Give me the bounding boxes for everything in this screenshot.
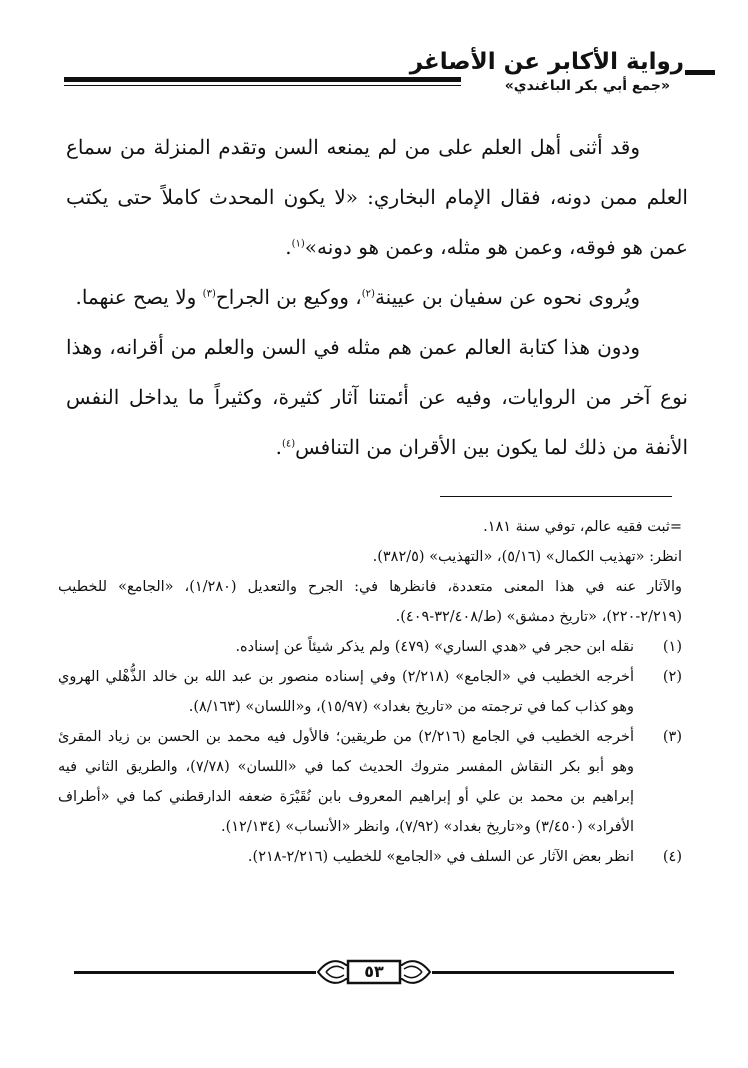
footnote-text: أخرجه الخطيب في الجامع (٢/٢١٦) من طريقين؛ فالأول فيه محمد بن الحسن بن زياد المقرئ وهو أبو بكر النقاش المفسر متروك الحديث كما في «اللسان» (٧/٧٨)، والطريق الثاني فيه إبراهيم بن محمد بن علي أو إبراهيم المعروف بابن نُقَيْرَة ضعفه الدارقطني كما في «أطراف الأفراد» (٣/٤٥٠) و«تاريخ بغداد» (٧/٩٢)، وانظر «الأنساب» (١٢/١٣٤).	[58, 729, 634, 835]
footnote-4	[58, 842, 682, 872]
running-header-title: رواية الأكابر عن الأصاغر	[409, 49, 684, 75]
main-text	[66, 122, 688, 472]
footnote-3	[58, 722, 682, 842]
paragraph-1: وقد أثنى أهل العلم على من لم يمنعه السن وتقدم المنزلة من سماع العلم ممن دونه، فقال الإمام البخاري: «لا يكون المحدث كاملاً حتى يكتب عمن هو فوقه، وعمن هو مثله، وعمن هو دونه»$^{(١)}$.	[66, 135, 688, 259]
footnote-continuation-line: =ثبت فقيه عالم، توفي سنة ١٨١.	[483, 519, 682, 535]
header-rule-thin	[64, 85, 461, 86]
footnote-2	[58, 662, 682, 722]
footnote-1	[58, 632, 682, 662]
footnotes	[58, 512, 682, 872]
footnote-ref-3: (٣)	[202, 288, 216, 300]
footnote-ref-1: (١)	[291, 238, 305, 250]
footnote-separator	[440, 496, 672, 497]
footnote-number: (١)	[662, 639, 682, 655]
paragraph-3: ودون هذا كتابة العالم عمن هم مثله في السن والعلم من أقرانه، وهذا نوع آخر من الروايات، وفيه عن أئمتنا آثار كثيرة، وكثيراً ما يداخل النفس الأنفة من ذلك لما يكون بين الأقران من التنافس$^{(٤)}$.	[66, 335, 688, 459]
paragraph-2: ويُروى نحوه عن سفيان بن عيينة$^{(٢)}$، ووكيع بن الجراح$^{(٣)}$ ولا يصح عنهما.	[75, 285, 640, 309]
footer-rule-right	[432, 971, 674, 974]
page-number: ٥٣	[364, 962, 384, 981]
footnote-number: (٢)	[662, 669, 682, 685]
footnote-text: نقله ابن حجر في «هدي الساري» (٤٧٩) ولم يذكر شيئاً عن إسناده.	[235, 639, 634, 655]
footnote-number: (٤)	[662, 849, 682, 865]
footnote-continuation-line: والآثار عنه في هذا المعنى متعددة، فانظرها في: الجرح والتعديل (١/٢٨٠)، «الجامع» للخطيب (٢/٢١٩-٢٢٠)، «تاريخ دمشق» (ط/٣٢/٤٠٨-٤٠٩).	[58, 579, 683, 625]
footnote-ref-2: (٢)	[361, 288, 375, 300]
footnote-text: انظر بعض الآثار عن السلف في «الجامع» للخطيب (٢/٢١٦-٢١٨).	[247, 849, 634, 865]
footnote-ref-4: (٤)	[281, 438, 296, 450]
footnote-continuation-line: انظر: «تهذيب الكمال» (٥/١٦)، «التهذيب» (٣٨٢/٥).	[372, 549, 682, 565]
footnote-number: (٣)	[662, 729, 682, 745]
header-rule-short	[685, 70, 715, 75]
footnote-text: أخرجه الخطيب في «الجامع» (٢/٢١٨) وفي إسناده منصور بن عبد الله بن خالد الذُّهْلي الهروي وهو كذاب كما في ترجمته من «تاريخ بغداد» (١٥/٩٧)، و«اللسان» (٨/١٦٣).	[58, 669, 635, 715]
header-rule-thick	[64, 77, 461, 82]
footer-rule-left	[74, 971, 316, 974]
running-header-subtitle: «جمع أبي بكر الباغندي»	[504, 78, 670, 94]
